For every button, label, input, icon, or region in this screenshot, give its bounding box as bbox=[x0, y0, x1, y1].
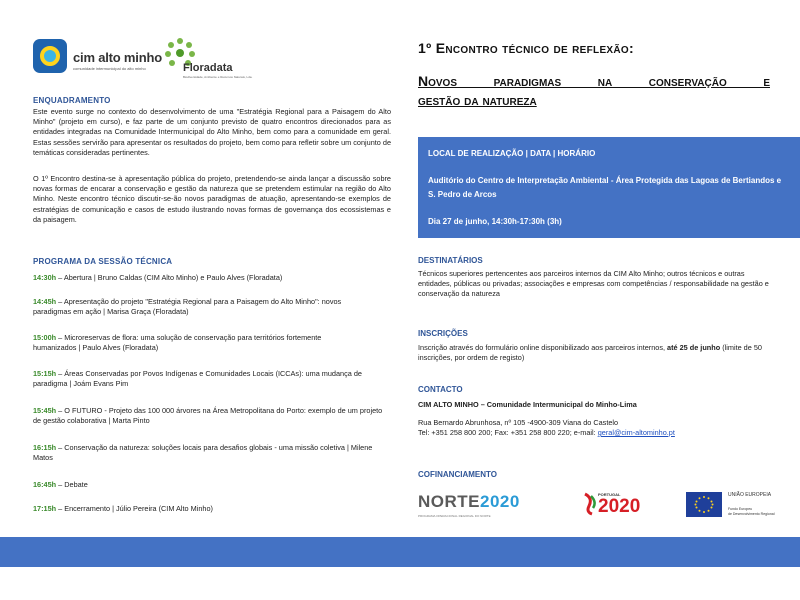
program-item bbox=[33, 369, 368, 389]
contacto-email-link[interactable]: geral@cim-altominho.pt bbox=[597, 428, 675, 437]
contacto-phone-text: Tel: +351 258 800 200; Fax: +351 258 800 220; e-mail: bbox=[418, 428, 598, 437]
norte2020-logo-year: 2020 bbox=[480, 492, 520, 511]
program-time: 17:15h bbox=[33, 504, 57, 513]
event-subtitle-line-1: Novos paradigmas na conservação e bbox=[418, 73, 770, 89]
destinatarios-title: DESTINATÁRIOS bbox=[418, 256, 483, 265]
norte2020-logo bbox=[418, 492, 520, 512]
contacto-org: CIM ALTO MINHO – Comunidade Intermunicipal do Minho-Lima bbox=[418, 400, 637, 409]
program-item bbox=[33, 480, 393, 490]
event-info-heading: LOCAL DE REALIZAÇÃO | DATA | HORÁRIO bbox=[428, 149, 596, 158]
cim-logo-icon bbox=[33, 39, 67, 73]
event-title: 1º Encontro técnico de reflexão: bbox=[418, 40, 634, 56]
program-text: – Conservação da natureza: soluções locais para desafios globais - uma missão coletiva | Milene Matos bbox=[33, 443, 373, 463]
program-text: – Apresentação do projeto "Estratégia Regional para a Paisagem do Alto Minho": novos paradigmas em ação | Marisa Graça (Floradata) bbox=[33, 297, 342, 317]
contacto-phones bbox=[418, 428, 773, 438]
contacto-address: Rua Bernardo Abrunhosa, nº 105 -4900-309 Viana do Castelo bbox=[418, 418, 619, 427]
floradata-logo-name: Floradata bbox=[183, 62, 233, 74]
inscricoes-text-b: (limite de 50 inscrições, por ordem de registo) bbox=[418, 343, 762, 363]
inscricoes-text bbox=[418, 343, 773, 363]
program-time: 14:30h bbox=[33, 273, 57, 282]
program-time: 15:15h bbox=[33, 369, 57, 378]
program-time: 16:15h bbox=[33, 443, 57, 452]
cim-logo-name: cim alto minho bbox=[73, 50, 162, 65]
enquadramento-paragraph-1: Este evento surge no contexto do desenvolvimento de uma "Estratégia Regional para a Paisagem do Alto Minho" (projeto em curso), e faz parte de um conjunto previsto de quatro encontros direcionados para as entidades integradas na Comunidade Intermunicipal do Alto Minho, bem como para a comunidade em geral. Estas sessões servirão para apresentar os resultados do projeto, bem como para refletir sobre um conjunto de temáticas consideradas pertinentes. bbox=[33, 107, 391, 157]
program-text: – O FUTURO - Projeto das 100 000 árvores na Área Metropolitana do Porto: exemplo de um projeto de gestão colaborativa | Marta Pinto bbox=[33, 406, 383, 426]
cim-logo-subtitle: comunidade intermunicipal do alto minho bbox=[73, 66, 146, 71]
program-item bbox=[33, 443, 378, 463]
event-info-box bbox=[418, 137, 800, 238]
program-time: 15:00h bbox=[33, 333, 57, 342]
inscricoes-title: INSCRIÇÕES bbox=[418, 329, 468, 338]
program-item bbox=[33, 406, 388, 426]
event-subtitle-line-2: gestão da natureza bbox=[418, 92, 537, 108]
event-location: Auditório do Centro de Interpretação Ambiental - Área Protegida das Lagoas de Bertiandos e S. Pedro de Arcos bbox=[428, 176, 782, 199]
inscricoes-deadline: até 25 de junho bbox=[667, 343, 721, 352]
program-time: 14:45h bbox=[33, 297, 57, 306]
contacto-title: CONTACTO bbox=[418, 385, 463, 394]
eu-label: UNIÃO EUROPEIA bbox=[728, 492, 772, 498]
event-date: Dia 27 de junho, 14:30h-17:30h (3h) bbox=[428, 217, 562, 226]
program-text: – Microreservas de flora: uma solução de conservação para territórios fortemente humanizados | Paulo Alves (Floradata) bbox=[33, 333, 322, 353]
portugal2020-year: 2020 bbox=[598, 496, 641, 517]
program-time: 15:45h bbox=[33, 406, 57, 415]
program-text: – Áreas Conservadas por Povos Indígenas e Comunidades Locais (ICCAs): uma mudança de paradigma | Joám Evans Pim bbox=[33, 369, 362, 389]
program-item bbox=[33, 297, 378, 317]
enquadramento-paragraph-2: O 1º Encontro destina-se à apresentação pública do projeto, pretendendo-se ainda lançar a discussão sobre novas formas de encarar a conservação e gestão da natureza que se pretendem estimular na região do Alto Minho. Neste encontro técnico discutir-se-ão novos paradigmas de atuação, apresentando-se exemplos de estratégias de comunicação e casos de estudo ilustrando novas formas de governança dos ecossistemas e da paisagem. bbox=[33, 174, 391, 224]
program-text: – Encerramento | Júlio Pereira (CIM Alto Minho) bbox=[56, 504, 213, 513]
eu-fund-label bbox=[728, 507, 775, 516]
cofinanciamento-logos bbox=[418, 488, 798, 522]
footer-bar bbox=[0, 537, 800, 567]
floradata-logo-subtitle: Biodiversidade, Ambiente e Recursos Naturais, Lda. bbox=[183, 75, 253, 79]
eu-flag-icon bbox=[686, 492, 722, 517]
eu-fund-line-1: Fundo Europeu bbox=[728, 507, 753, 511]
program-item bbox=[33, 333, 353, 353]
programa-title: PROGRAMA DA SESSÃO TÉCNICA bbox=[33, 257, 173, 266]
header-logos bbox=[33, 36, 283, 81]
program-time: 16:45h bbox=[33, 480, 57, 489]
program-item bbox=[33, 504, 393, 514]
program-text: – Abertura | Bruno Caldas (CIM Alto Minho) e Paulo Alves (Floradata) bbox=[56, 273, 283, 282]
program-item bbox=[33, 273, 393, 283]
eu-fund-line-2: de Desenvolvimento Regional bbox=[728, 511, 775, 516]
portugal2020-mark-icon bbox=[583, 492, 599, 516]
portugal2020-label: PORTUGAL bbox=[598, 492, 621, 497]
destinatarios-text: Técnicos superiores pertencentes aos parceiros internos da CIM Alto Minho; outros técnicos e outras entidades, públicas ou privadas; associações e empresas com competências / responsabilidade na gestão e conservação da natureza bbox=[418, 269, 769, 299]
norte2020-logo-text: NORTE bbox=[418, 492, 480, 511]
norte2020-subtitle: PROGRAMA OPERACIONAL REGIONAL DO NORTE bbox=[418, 514, 491, 518]
cofinanciamento-title: COFINANCIAMENTO bbox=[418, 470, 497, 479]
inscricoes-text-a: Inscrição através do formulário online disponibilizado aos parceiros internos, bbox=[418, 343, 668, 352]
enquadramento-title: ENQUADRAMENTO bbox=[33, 96, 111, 105]
program-text: – Debate bbox=[56, 480, 88, 489]
